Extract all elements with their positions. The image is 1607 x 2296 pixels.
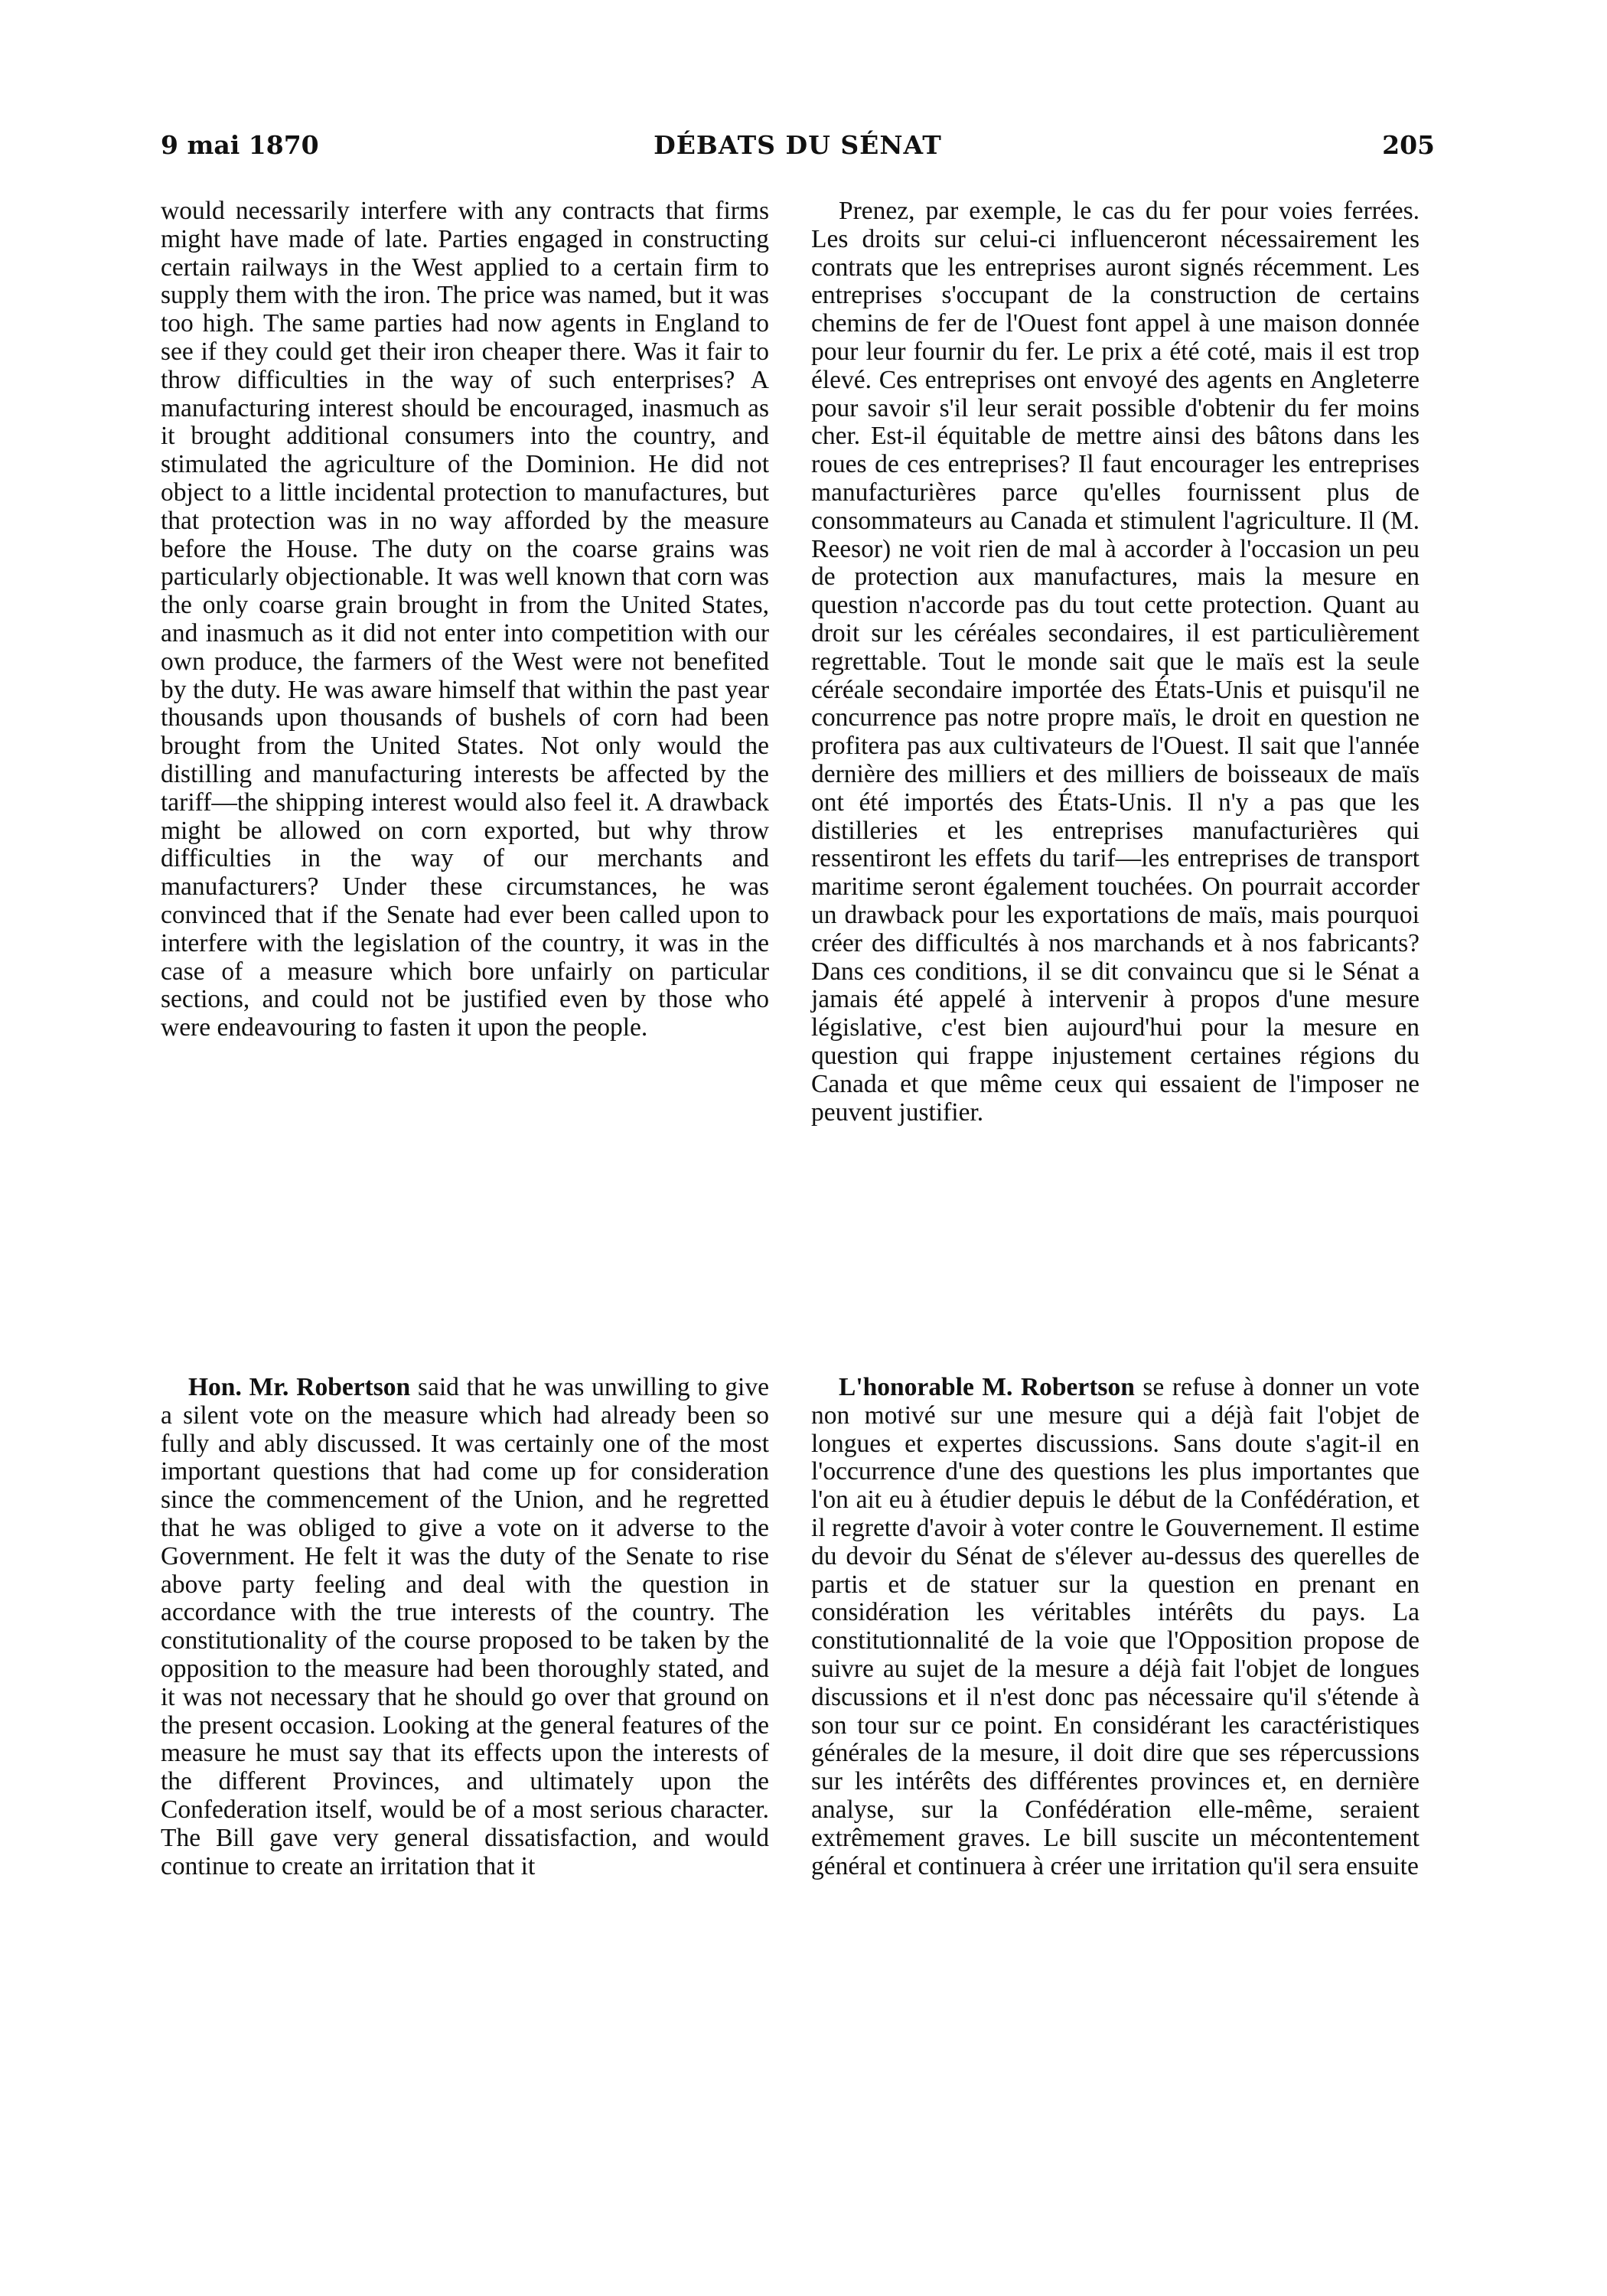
english-paragraph-1: would necessarily interfere with any contracts that firms might have made of late. Parties engaged in constructing certain railways in the West applied to a certain firm to supply them with the iron. The price was named, but it was too high. The same parties had now agents in England to see if they could get their iron cheaper there. Was it fair to throw difficulties in the way of such enterprises? A manufacturing interest should be encouraged, inasmuch as it brought additional consumers into the country, and stimulated the agriculture of the Dominion. He did not object to a little incidental protection to manufactures, but that protection was in no way afforded by the measure before the House. The duty on the coarse grains was particularly objectionable. It was well known that corn was the only coarse grain brought in from the United States, and inasmuch as it did not enter into competition with our own produce, the farmers of the West were not benefited by the duty. He was aware himself that within the past year thousands upon thousands of bushels of corn had been brought from the United States. Not only would the distilling and manufacturing interests be affected by the tariff—the shipping interest would also feel it. A drawback might be allowed on corn exported, but why throw difficulties in the way of our merchants and manufacturers? Under these circumstances, he was convinced that if the Senate had ever been called upon to interfere with the legislation of the country, it was in the case of a measure which bore unfairly on particular sections, and could not be justified even by those who were endeavouring to fasten it upon the people. [161, 197, 769, 1042]
english-column-bottom [161, 1374, 769, 1880]
english-paragraph-2-text: said that he was unwilling to give a silent vote on the measure which had already been so fully and ably discussed. It was certainly one of the most important questions that had come up for consideration since the commencement of the Union, and he regretted that he was obliged to give a vote on it adverse to the Government. He felt it was the duty of the Senate to rise above party feeling and deal with the question in accordance with the true interests of the country. The constitutionality of the course proposed to be taken by the opposition to the measure had been thoroughly stated, and it was not necessary that he should go over that ground on the present occasion. Looking at the general features of the measure he must say that its effects upon the interests of the different Provinces, and ultimately upon the Confederation itself, would be of a most serious character. The Bill gave very general dissatisfaction, and would continue to create an irritation that it [161, 1373, 769, 1880]
header-title: DÉBATS DU SÉNAT [654, 130, 942, 160]
english-speaker-name: Hon. Mr. Robertson [188, 1373, 411, 1401]
page-header [161, 130, 1435, 168]
english-column-top [161, 197, 769, 1042]
page-number: 205 [1382, 130, 1435, 160]
header-date: 9 mai 1870 [161, 130, 319, 160]
french-paragraph-2-text: se refuse à donner un vote non motivé sur une mesure qui a déjà fait l'objet de longues et expertes discussions. Sans doute s'agit-il en l'occurrence d'une des questions les plus importantes que l'on ait eu à étudier depuis le début de la Confédération, et il regrette d'avoir à voter contre le Gouvernement. Il estime du devoir du Sénat de s'élever au-dessus des querelles de partis et de statuer sur la question en prenant en considération les véritables intérêts du pays. La constitutionnalité de la voie que l'Opposition propose de suivre au sujet de la mesure a déjà fait l'objet de longues discussions et il n'est donc pas nécessaire qu'il s'étende à son tour sur ce point. En considérant les caractéristiques générales de la mesure, il doit dire que ses répercussions sur les intérêts des différentes provinces et, en dernière analyse, sur la Confédération elle-même, seraient extrêmement graves. Le bill suscite un mécontentement général et continuera à créer une irritation qu'il sera ensuite [811, 1373, 1420, 1880]
french-paragraph-2 [811, 1374, 1420, 1880]
french-paragraph-1: Prenez, par exemple, le cas du fer pour voies ferrées. Les droits sur celui-ci influenceront nécessairement les contrats que les entreprises auront signés récemment. Les entreprises s'occupant de la construction de certains chemins de fer de l'Ouest font appel à une maison donnée pour leur fournir du fer. Le prix a été coté, mais il est trop élevé. Ces entreprises ont envoyé des agents en Angleterre pour savoir s'il leur serait possible d'obtenir du fer moins cher. Est-il équitable de mettre ainsi des bâtons dans les roues de ces entreprises? Il faut encourager les entreprises manufacturières parce qu'elles fournissent plus de consommateurs au Canada et stimulent l'agriculture. Il (M. Reesor) ne voit rien de mal à accorder à l'occasion un peu de protection aux manufactures, mais la mesure en question n'accorde pas du tout cette protection. Quant au droit sur les céréales secondaires, il est particulièrement regrettable. Tout le monde sait que le maïs est la seule céréale secondaire importée des États-Unis et puisqu'il ne concurrence pas notre propre maïs, le droit en question ne profitera pas aux cultivateurs de l'Ouest. Il sait que l'année dernière des milliers et des milliers de boisseaux de maïs ont été importés des États-Unis. Il n'y a pas que les distilleries et les entreprises manufacturières qui ressentiront les effets du tarif—les entreprises de transport maritime seront également touchées. On pourrait accorder un drawback pour les exportations de maïs, mais pourquoi créer des difficultés à nos marchands et à nos fabricants? Dans ces conditions, il se dit convaincu que si le Sénat a jamais été appelé à intervenir à propos d'une mesure législative, c'est bien aujourd'hui pour la mesure en question qui frappe injustement certaines régions du Canada et que même ceux qui essaient de l'imposer ne peuvent justifier. [811, 197, 1420, 1127]
english-paragraph-2 [161, 1374, 769, 1880]
french-column-top [811, 197, 1420, 1127]
french-column-bottom [811, 1374, 1420, 1880]
french-speaker-name: L'honorable M. Robertson [839, 1373, 1135, 1401]
